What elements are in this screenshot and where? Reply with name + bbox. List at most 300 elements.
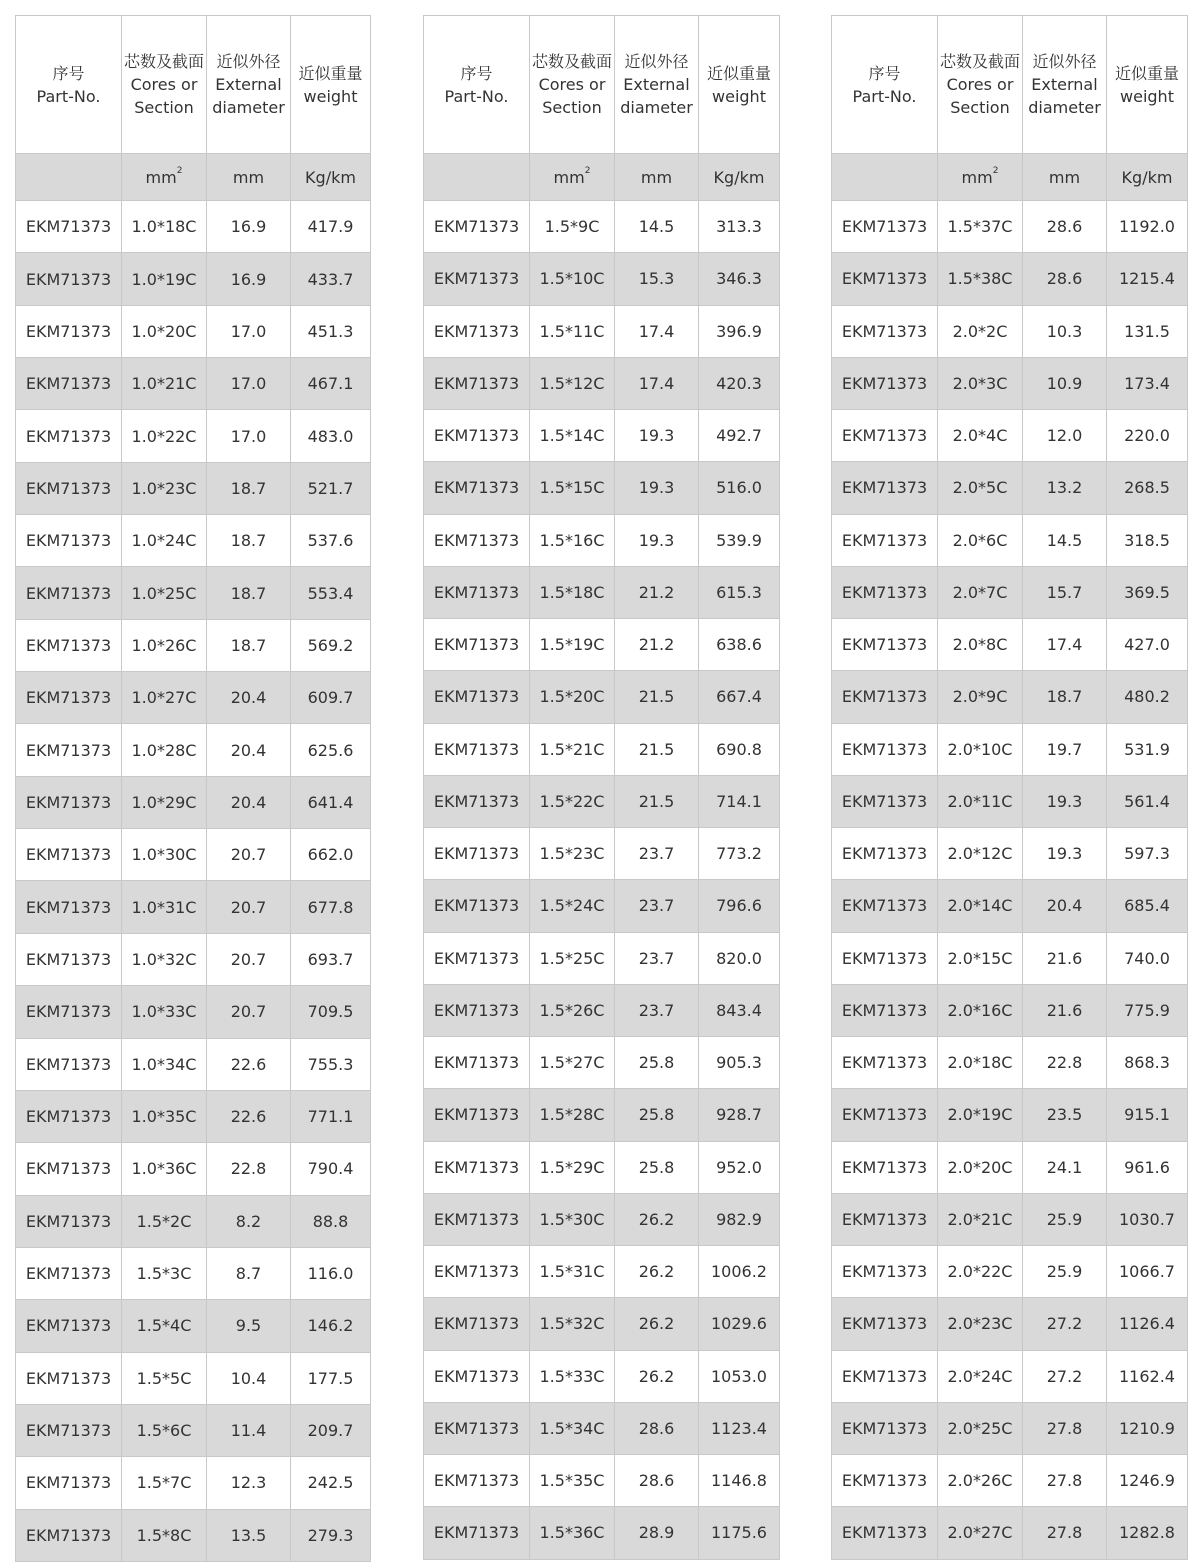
diameter-cell: 21.6 xyxy=(1023,984,1107,1036)
part-no-cell: EKM71373 xyxy=(16,1404,122,1456)
table-row xyxy=(424,253,780,305)
table-row xyxy=(424,410,780,462)
weight-cell: 177.5 xyxy=(291,1352,371,1404)
table-row xyxy=(16,1090,371,1142)
table-header-row xyxy=(832,16,1188,154)
cores-section-cell: 1.0*30C xyxy=(122,829,207,881)
cores-section-cell: 1.5*34C xyxy=(530,1402,615,1454)
unit-diameter: mm xyxy=(1023,154,1107,201)
diameter-cell: 28.9 xyxy=(615,1507,699,1559)
cores-section-cell: 1.5*35C xyxy=(530,1455,615,1507)
diameter-cell: 25.9 xyxy=(1023,1193,1107,1245)
table-row xyxy=(832,828,1188,880)
table-row xyxy=(424,357,780,409)
header-part-no: 序号 Part-No. xyxy=(16,16,122,154)
weight-cell: 279.3 xyxy=(291,1509,371,1561)
header-external-diameter: 近似外径 External diameter xyxy=(207,16,291,154)
table-row xyxy=(424,1350,780,1402)
part-no-cell: EKM71373 xyxy=(424,1402,530,1454)
weight-cell: 131.5 xyxy=(1107,305,1188,357)
cores-section-cell: 1.5*22C xyxy=(530,775,615,827)
weight-cell: 427.0 xyxy=(1107,619,1188,671)
diameter-cell: 10.9 xyxy=(1023,357,1107,409)
part-no-cell: EKM71373 xyxy=(832,1037,938,1089)
part-no-cell: EKM71373 xyxy=(16,410,122,462)
table-row xyxy=(832,305,1188,357)
weight-cell: 451.3 xyxy=(291,305,371,357)
part-no-cell: EKM71373 xyxy=(832,305,938,357)
part-no-cell: EKM71373 xyxy=(424,1246,530,1298)
cores-section-cell: 1.0*36C xyxy=(122,1143,207,1195)
weight-cell: 1030.7 xyxy=(1107,1193,1188,1245)
table-row xyxy=(16,201,371,253)
weight-cell: 755.3 xyxy=(291,1038,371,1090)
weight-cell: 569.2 xyxy=(291,619,371,671)
diameter-cell: 18.7 xyxy=(207,515,291,567)
table-row xyxy=(16,986,371,1038)
cores-section-cell: 2.0*18C xyxy=(938,1037,1023,1089)
diameter-cell: 21.2 xyxy=(615,619,699,671)
part-no-cell: EKM71373 xyxy=(424,671,530,723)
diameter-cell: 11.4 xyxy=(207,1404,291,1456)
part-no-cell: EKM71373 xyxy=(424,1193,530,1245)
part-no-cell: EKM71373 xyxy=(16,1352,122,1404)
cores-section-cell: 2.0*25C xyxy=(938,1402,1023,1454)
diameter-cell: 23.7 xyxy=(615,828,699,880)
unit-weight: Kg/km xyxy=(699,154,780,201)
cores-section-cell: 1.5*37C xyxy=(938,201,1023,253)
cores-section-cell: 1.5*16C xyxy=(530,514,615,566)
diameter-cell: 10.4 xyxy=(207,1352,291,1404)
cores-section-cell: 1.5*26C xyxy=(530,984,615,1036)
table-row xyxy=(832,253,1188,305)
part-no-cell: EKM71373 xyxy=(16,1090,122,1142)
table-row xyxy=(832,1350,1188,1402)
table-row xyxy=(424,1507,780,1559)
diameter-cell: 20.7 xyxy=(207,933,291,985)
cores-section-cell: 1.5*36C xyxy=(530,1507,615,1559)
weight-cell: 420.3 xyxy=(699,357,780,409)
diameter-cell: 22.8 xyxy=(207,1143,291,1195)
weight-cell: 961.6 xyxy=(1107,1141,1188,1193)
table-row xyxy=(424,462,780,514)
part-no-cell: EKM71373 xyxy=(16,881,122,933)
table-header-row xyxy=(16,16,371,154)
part-no-cell: EKM71373 xyxy=(16,1195,122,1247)
spec-table-2 xyxy=(423,15,780,1560)
weight-cell: 220.0 xyxy=(1107,410,1188,462)
part-no-cell: EKM71373 xyxy=(832,775,938,827)
table-row xyxy=(424,1402,780,1454)
part-no-cell: EKM71373 xyxy=(16,1143,122,1195)
part-no-cell: EKM71373 xyxy=(832,1455,938,1507)
diameter-cell: 21.5 xyxy=(615,775,699,827)
weight-cell: 638.6 xyxy=(699,619,780,671)
weight-cell: 820.0 xyxy=(699,932,780,984)
weight-cell: 1162.4 xyxy=(1107,1350,1188,1402)
weight-cell: 242.5 xyxy=(291,1457,371,1509)
diameter-cell: 26.2 xyxy=(615,1193,699,1245)
diameter-cell: 21.5 xyxy=(615,723,699,775)
weight-cell: 268.5 xyxy=(1107,462,1188,514)
diameter-cell: 14.5 xyxy=(1023,514,1107,566)
part-no-cell: EKM71373 xyxy=(424,1350,530,1402)
cores-section-cell: 2.0*24C xyxy=(938,1350,1023,1402)
table-row xyxy=(424,775,780,827)
header-weight: 近似重量 weight xyxy=(291,16,371,154)
weight-cell: 714.1 xyxy=(699,775,780,827)
cores-section-cell: 2.0*3C xyxy=(938,357,1023,409)
weight-cell: 915.1 xyxy=(1107,1089,1188,1141)
header-cores-section: 芯数及截面 Cores or Section xyxy=(122,16,207,154)
diameter-cell: 13.5 xyxy=(207,1509,291,1561)
cores-section-cell: 1.0*25C xyxy=(122,567,207,619)
diameter-cell: 13.2 xyxy=(1023,462,1107,514)
part-no-cell: EKM71373 xyxy=(832,462,938,514)
table-row xyxy=(832,619,1188,671)
diameter-cell: 18.7 xyxy=(207,619,291,671)
cores-section-cell: 1.5*6C xyxy=(122,1404,207,1456)
diameter-cell: 20.4 xyxy=(207,724,291,776)
unit-diameter: mm xyxy=(615,154,699,201)
weight-cell: 690.8 xyxy=(699,723,780,775)
cores-section-cell: 2.0*7C xyxy=(938,566,1023,618)
cores-section-cell: 2.0*14C xyxy=(938,880,1023,932)
part-no-cell: EKM71373 xyxy=(16,201,122,253)
cores-section-cell: 1.0*18C xyxy=(122,201,207,253)
weight-cell: 667.4 xyxy=(699,671,780,723)
table-row xyxy=(832,1141,1188,1193)
cores-section-cell: 2.0*22C xyxy=(938,1246,1023,1298)
table-row xyxy=(832,1402,1188,1454)
table-row xyxy=(832,775,1188,827)
weight-cell: 868.3 xyxy=(1107,1037,1188,1089)
weight-cell: 537.6 xyxy=(291,515,371,567)
diameter-cell: 12.0 xyxy=(1023,410,1107,462)
diameter-cell: 19.3 xyxy=(615,514,699,566)
unit-weight: Kg/km xyxy=(291,154,371,201)
weight-cell: 615.3 xyxy=(699,566,780,618)
diameter-cell: 23.7 xyxy=(615,932,699,984)
weight-cell: 796.6 xyxy=(699,880,780,932)
table-row xyxy=(16,724,371,776)
table-row xyxy=(832,566,1188,618)
diameter-cell: 26.2 xyxy=(615,1350,699,1402)
diameter-cell: 18.7 xyxy=(1023,671,1107,723)
table-row xyxy=(832,201,1188,253)
cores-section-cell: 1.0*24C xyxy=(122,515,207,567)
weight-cell: 685.4 xyxy=(1107,880,1188,932)
part-no-cell: EKM71373 xyxy=(424,566,530,618)
table-row xyxy=(16,410,371,462)
weight-cell: 1210.9 xyxy=(1107,1402,1188,1454)
diameter-cell: 23.7 xyxy=(615,880,699,932)
header-weight: 近似重量 weight xyxy=(699,16,780,154)
cores-section-cell: 2.0*27C xyxy=(938,1507,1023,1559)
cores-section-cell: 1.5*19C xyxy=(530,619,615,671)
diameter-cell: 8.7 xyxy=(207,1247,291,1299)
cores-section-cell: 1.5*11C xyxy=(530,305,615,357)
unit-section: $mm^2$ xyxy=(530,154,615,201)
table-row xyxy=(832,514,1188,566)
part-no-cell: EKM71373 xyxy=(424,1037,530,1089)
cores-section-cell: 2.0*20C xyxy=(938,1141,1023,1193)
part-no-cell: EKM71373 xyxy=(16,1247,122,1299)
part-no-cell: EKM71373 xyxy=(16,305,122,357)
diameter-cell: 23.7 xyxy=(615,984,699,1036)
diameter-cell: 28.6 xyxy=(615,1455,699,1507)
table-row xyxy=(16,1038,371,1090)
cores-section-cell: 1.5*25C xyxy=(530,932,615,984)
cores-section-cell: 2.0*19C xyxy=(938,1089,1023,1141)
table-row xyxy=(424,514,780,566)
weight-cell: 1066.7 xyxy=(1107,1246,1188,1298)
part-no-cell: EKM71373 xyxy=(832,984,938,1036)
part-no-cell: EKM71373 xyxy=(16,567,122,619)
part-no-cell: EKM71373 xyxy=(16,1038,122,1090)
cores-section-cell: 2.0*16C xyxy=(938,984,1023,1036)
part-no-cell: EKM71373 xyxy=(16,933,122,985)
weight-cell: 553.4 xyxy=(291,567,371,619)
diameter-cell: 20.7 xyxy=(207,829,291,881)
part-no-cell: EKM71373 xyxy=(16,358,122,410)
table-row xyxy=(16,1247,371,1299)
table-row xyxy=(16,515,371,567)
cores-section-cell: 1.5*29C xyxy=(530,1141,615,1193)
weight-cell: 773.2 xyxy=(699,828,780,880)
weight-cell: 467.1 xyxy=(291,358,371,410)
part-no-cell: EKM71373 xyxy=(16,776,122,828)
cores-section-cell: 1.0*26C xyxy=(122,619,207,671)
part-no-cell: EKM71373 xyxy=(832,723,938,775)
table-row xyxy=(16,672,371,724)
table-row xyxy=(424,671,780,723)
part-no-cell: EKM71373 xyxy=(424,305,530,357)
part-no-cell: EKM71373 xyxy=(832,1402,938,1454)
table-row xyxy=(16,881,371,933)
cores-section-cell: 2.0*12C xyxy=(938,828,1023,880)
diameter-cell: 28.6 xyxy=(1023,201,1107,253)
weight-cell: 318.5 xyxy=(1107,514,1188,566)
table-row xyxy=(16,253,371,305)
part-no-cell: EKM71373 xyxy=(424,514,530,566)
weight-cell: 1029.6 xyxy=(699,1298,780,1350)
cores-section-cell: 1.5*32C xyxy=(530,1298,615,1350)
header-part-no: 序号 Part-No. xyxy=(424,16,530,154)
cores-section-cell: 1.0*32C xyxy=(122,933,207,985)
diameter-cell: 23.5 xyxy=(1023,1089,1107,1141)
table-row xyxy=(424,1037,780,1089)
diameter-cell: 17.0 xyxy=(207,305,291,357)
table-row xyxy=(424,619,780,671)
diameter-cell: 17.0 xyxy=(207,358,291,410)
part-no-cell: EKM71373 xyxy=(424,984,530,1036)
table-row xyxy=(832,410,1188,462)
table-row xyxy=(16,567,371,619)
weight-cell: 417.9 xyxy=(291,201,371,253)
weight-cell: 433.7 xyxy=(291,253,371,305)
cores-section-cell: 2.0*23C xyxy=(938,1298,1023,1350)
weight-cell: 521.7 xyxy=(291,462,371,514)
table-row xyxy=(832,1193,1188,1245)
diameter-cell: 20.4 xyxy=(207,776,291,828)
header-external-diameter: 近似外径 External diameter xyxy=(1023,16,1107,154)
diameter-cell: 27.8 xyxy=(1023,1455,1107,1507)
cores-section-cell: 1.5*20C xyxy=(530,671,615,723)
diameter-cell: 15.3 xyxy=(615,253,699,305)
diameter-cell: 19.3 xyxy=(615,462,699,514)
diameter-cell: 20.4 xyxy=(1023,880,1107,932)
diameter-cell: 20.4 xyxy=(207,672,291,724)
cores-section-cell: 1.5*15C xyxy=(530,462,615,514)
weight-cell: 843.4 xyxy=(699,984,780,1036)
weight-cell: 928.7 xyxy=(699,1089,780,1141)
cores-section-cell: 1.0*22C xyxy=(122,410,207,462)
part-no-cell: EKM71373 xyxy=(16,724,122,776)
table-row xyxy=(16,305,371,357)
part-no-cell: EKM71373 xyxy=(832,880,938,932)
unit-weight: Kg/km xyxy=(1107,154,1188,201)
cores-section-cell: 2.0*4C xyxy=(938,410,1023,462)
weight-cell: 492.7 xyxy=(699,410,780,462)
part-no-cell: EKM71373 xyxy=(424,619,530,671)
cores-section-cell: 1.0*31C xyxy=(122,881,207,933)
table-row xyxy=(832,880,1188,932)
diameter-cell: 15.7 xyxy=(1023,566,1107,618)
part-no-cell: EKM71373 xyxy=(424,775,530,827)
diameter-cell: 21.5 xyxy=(615,671,699,723)
diameter-cell: 17.0 xyxy=(207,410,291,462)
table-row xyxy=(424,828,780,880)
table-row xyxy=(424,1298,780,1350)
weight-cell: 1126.4 xyxy=(1107,1298,1188,1350)
unit-diameter: mm xyxy=(207,154,291,201)
diameter-cell: 19.3 xyxy=(1023,828,1107,880)
weight-cell: 88.8 xyxy=(291,1195,371,1247)
weight-cell: 346.3 xyxy=(699,253,780,305)
table-row xyxy=(16,1352,371,1404)
part-no-cell: EKM71373 xyxy=(16,515,122,567)
unit-part-no xyxy=(832,154,938,201)
weight-cell: 982.9 xyxy=(699,1193,780,1245)
table-row xyxy=(424,723,780,775)
weight-cell: 677.8 xyxy=(291,881,371,933)
cores-section-cell: 1.5*23C xyxy=(530,828,615,880)
cores-section-cell: 2.0*11C xyxy=(938,775,1023,827)
weight-cell: 1053.0 xyxy=(699,1350,780,1402)
table-row xyxy=(832,462,1188,514)
weight-cell: 480.2 xyxy=(1107,671,1188,723)
spec-table-1 xyxy=(15,15,371,1562)
diameter-cell: 20.7 xyxy=(207,986,291,1038)
header-cores-section: 芯数及截面 Cores or Section xyxy=(938,16,1023,154)
cores-section-cell: 1.5*21C xyxy=(530,723,615,775)
table-row xyxy=(424,1141,780,1193)
table-row xyxy=(16,358,371,410)
diameter-cell: 25.8 xyxy=(615,1037,699,1089)
cores-section-cell: 2.0*9C xyxy=(938,671,1023,723)
table-row xyxy=(424,1246,780,1298)
weight-cell: 905.3 xyxy=(699,1037,780,1089)
table-row xyxy=(832,1507,1188,1559)
cores-section-cell: 2.0*8C xyxy=(938,619,1023,671)
table-row xyxy=(424,1455,780,1507)
unit-part-no xyxy=(16,154,122,201)
weight-cell: 1246.9 xyxy=(1107,1455,1188,1507)
diameter-cell: 17.4 xyxy=(615,357,699,409)
weight-cell: 625.6 xyxy=(291,724,371,776)
part-no-cell: EKM71373 xyxy=(16,462,122,514)
part-no-cell: EKM71373 xyxy=(832,1350,938,1402)
part-no-cell: EKM71373 xyxy=(832,253,938,305)
part-no-cell: EKM71373 xyxy=(424,253,530,305)
table-row xyxy=(16,1300,371,1352)
cores-section-cell: 1.5*30C xyxy=(530,1193,615,1245)
weight-cell: 516.0 xyxy=(699,462,780,514)
part-no-cell: EKM71373 xyxy=(832,1141,938,1193)
diameter-cell: 21.2 xyxy=(615,566,699,618)
diameter-cell: 18.7 xyxy=(207,567,291,619)
unit-section: $mm^2$ xyxy=(122,154,207,201)
diameter-cell: 24.1 xyxy=(1023,1141,1107,1193)
part-no-cell: EKM71373 xyxy=(424,932,530,984)
part-no-cell: EKM71373 xyxy=(832,671,938,723)
part-no-cell: EKM71373 xyxy=(424,1507,530,1559)
cores-section-cell: 1.5*7C xyxy=(122,1457,207,1509)
part-no-cell: EKM71373 xyxy=(16,1457,122,1509)
part-no-cell: EKM71373 xyxy=(424,1141,530,1193)
diameter-cell: 27.8 xyxy=(1023,1402,1107,1454)
part-no-cell: EKM71373 xyxy=(832,357,938,409)
part-no-cell: EKM71373 xyxy=(424,1089,530,1141)
weight-cell: 1123.4 xyxy=(699,1402,780,1454)
part-no-cell: EKM71373 xyxy=(832,1298,938,1350)
part-no-cell: EKM71373 xyxy=(16,619,122,671)
header-cores-section: 芯数及截面 Cores or Section xyxy=(530,16,615,154)
diameter-cell: 22.8 xyxy=(1023,1037,1107,1089)
part-no-cell: EKM71373 xyxy=(832,828,938,880)
table-row xyxy=(832,1298,1188,1350)
cores-section-cell: 1.5*9C xyxy=(530,201,615,253)
part-no-cell: EKM71373 xyxy=(424,828,530,880)
table-row xyxy=(424,201,780,253)
table-row xyxy=(832,984,1188,1036)
weight-cell: 709.5 xyxy=(291,986,371,1038)
table-row xyxy=(832,1089,1188,1141)
table-row xyxy=(16,1143,371,1195)
cores-section-cell: 1.5*24C xyxy=(530,880,615,932)
part-no-cell: EKM71373 xyxy=(16,986,122,1038)
part-no-cell: EKM71373 xyxy=(424,1455,530,1507)
weight-cell: 1282.8 xyxy=(1107,1507,1188,1559)
weight-cell: 116.0 xyxy=(291,1247,371,1299)
units-row xyxy=(424,154,780,201)
diameter-cell: 28.6 xyxy=(1023,253,1107,305)
table-row xyxy=(832,357,1188,409)
cores-section-cell: 1.0*21C xyxy=(122,358,207,410)
cores-section-cell: 1.0*28C xyxy=(122,724,207,776)
diameter-cell: 16.9 xyxy=(207,253,291,305)
part-no-cell: EKM71373 xyxy=(832,1089,938,1141)
part-no-cell: EKM71373 xyxy=(832,932,938,984)
units-row xyxy=(16,154,371,201)
weight-cell: 693.7 xyxy=(291,933,371,985)
diameter-cell: 18.7 xyxy=(207,462,291,514)
weight-cell: 483.0 xyxy=(291,410,371,462)
part-no-cell: EKM71373 xyxy=(832,410,938,462)
weight-cell: 952.0 xyxy=(699,1141,780,1193)
weight-cell: 369.5 xyxy=(1107,566,1188,618)
